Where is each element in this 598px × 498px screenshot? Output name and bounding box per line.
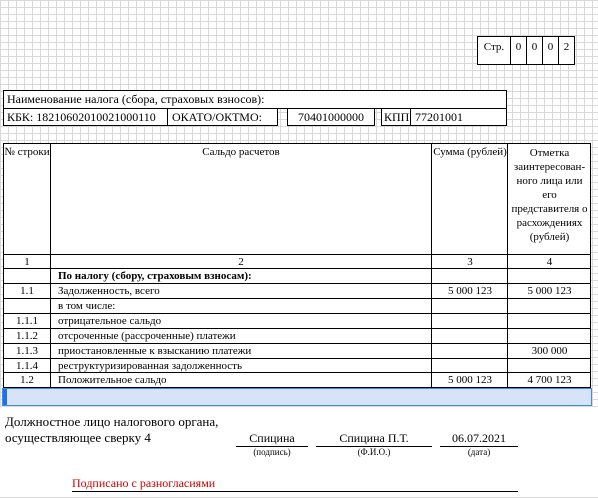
table-divider	[3, 358, 591, 359]
table-divider	[3, 372, 591, 373]
page-digit: 2	[558, 36, 575, 65]
fio-value[interactable]: Спицина П.Т.	[339, 431, 409, 445]
selected-row[interactable]	[2, 388, 592, 406]
tax-name-label: Наименование налога (сбора, страховых взносов):	[3, 90, 507, 109]
row-label: Положительное сальдо	[58, 374, 167, 386]
fio-caption: (Ф.И.О.)	[357, 447, 391, 457]
page-digit: 0	[510, 36, 527, 65]
table-divider	[431, 143, 432, 388]
row-discrepancy[interactable]: 300 000	[531, 345, 568, 357]
header-row-number: № строки	[4, 146, 50, 158]
okato-label: ОКАТО/ОКТМО:	[167, 108, 278, 126]
table-divider	[3, 268, 591, 269]
row-sum[interactable]: 5 000 123	[448, 285, 492, 297]
row-label: реструктуризированная задолженность	[58, 360, 242, 372]
cell-cursor[interactable]	[3, 389, 7, 405]
status-text: Подписано с разногласиями	[72, 476, 216, 490]
table-divider	[3, 298, 591, 299]
header-saldo: Сальдо расчетов	[202, 146, 280, 158]
page-digit: 0	[542, 36, 559, 65]
table-divider	[3, 328, 591, 329]
kbk-value: 18210602010021000110	[36, 110, 156, 124]
table-divider	[507, 143, 508, 388]
status-underline	[72, 491, 518, 492]
row-number: 1.1.3	[16, 345, 38, 357]
row-label: приостановленные к взысканию платежи	[58, 345, 252, 357]
row-number: 1.1.4	[16, 360, 38, 372]
col-number: 2	[238, 256, 244, 268]
section-title: По налогу (сбору, страховым взносам):	[58, 270, 252, 282]
row-discrepancy[interactable]: 5 000 123	[527, 285, 572, 297]
row-label: отсроченные (рассроченные) платежи	[58, 330, 236, 342]
page-digit: 0	[526, 36, 543, 65]
row-label: в том числе:	[58, 300, 116, 312]
table-divider	[3, 254, 591, 255]
header-sum: Сумма (рублей)	[433, 146, 507, 158]
table-divider	[3, 343, 591, 344]
row-number: 1.1	[20, 285, 34, 297]
date-value[interactable]: 06.07.2021	[452, 431, 506, 445]
signature-caption: (подпись)	[253, 447, 291, 457]
row-discrepancy[interactable]: 4 700 123	[527, 374, 572, 386]
kbk-label: КБК:	[7, 110, 34, 124]
okato-value[interactable]: 70401000000	[287, 108, 375, 126]
row-number: 1.1.1	[16, 315, 38, 327]
table-divider	[50, 143, 51, 388]
col-number: 3	[467, 256, 473, 268]
kpp-label: КПП	[381, 108, 411, 126]
table-divider	[3, 283, 591, 284]
header-discrepancy: Отметка заинтересован-ного лица или его представителя о расхождениях (рублей)	[511, 147, 588, 243]
row-number: 1.2	[20, 374, 34, 386]
official-title-line1: Должностное лицо налогового органа,	[5, 414, 219, 429]
row-sum[interactable]: 5 000 123	[448, 374, 492, 386]
col-number: 4	[546, 256, 553, 268]
signature-value[interactable]: Спицина	[249, 431, 295, 445]
date-caption: (дата)	[467, 447, 491, 457]
page-label: Стр.	[477, 36, 511, 65]
kpp-value[interactable]: 77201001	[410, 108, 507, 126]
kbk-field[interactable]	[3, 108, 168, 126]
official-title-line2: осуществляющее сверку 4	[5, 430, 151, 445]
row-label: Задолженность, всего	[58, 285, 160, 297]
col-number: 1	[24, 256, 30, 268]
row-label: отрицательное сальдо	[58, 315, 162, 327]
row-number: 1.1.2	[16, 330, 38, 342]
table-divider	[3, 313, 591, 314]
